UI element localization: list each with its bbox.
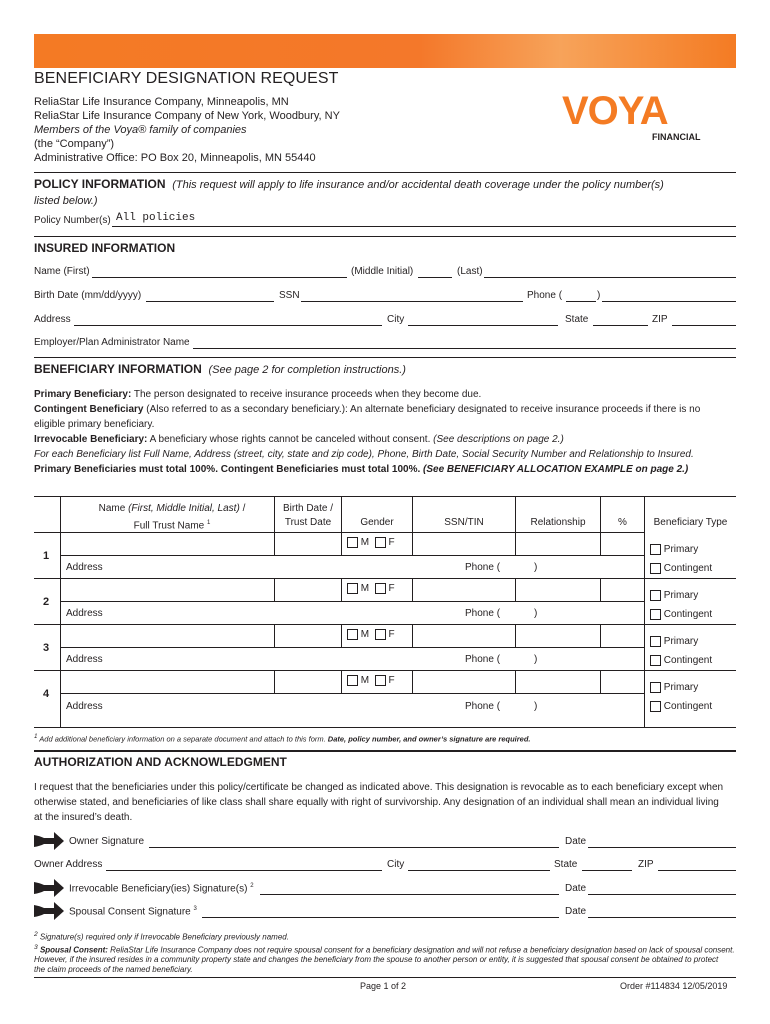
male-checkbox[interactable] bbox=[347, 629, 358, 640]
employer-field[interactable] bbox=[193, 348, 736, 349]
irrevocable-signature-field[interactable] bbox=[260, 894, 559, 895]
col-relationship-header: Relationship bbox=[530, 517, 586, 528]
footnote-3-cont: However, if the insured resides in a community property state and changes the beneficiary from the spouse to another person or entity, it is suggested that spousal consent be obtained to protect bbox=[34, 955, 719, 965]
table-footnote: $^1$ Add additional beneficiary information on a separate document and attach to this form. Date, policy number, and owner’s signature are required. bbox=[34, 733, 531, 744]
contingent-checkbox[interactable] bbox=[650, 609, 661, 620]
sign-here-arrow-icon bbox=[34, 879, 64, 897]
row-number: 4 bbox=[43, 688, 50, 700]
company-line-1: ReliaStar Life Insurance Company, Minneapolis, MN bbox=[34, 96, 289, 108]
col-name-header: Name (First, Middle Initial, Last) / Full Trust Name $^1$ bbox=[98, 503, 246, 532]
svg-text:VOYA: VOYA bbox=[562, 89, 668, 133]
middle-initial-label: (Middle Initial) bbox=[351, 266, 414, 277]
city-label: City bbox=[387, 859, 405, 870]
beneficiary-type-options: Primary Contingent bbox=[650, 586, 712, 624]
gender-options: M F bbox=[347, 537, 395, 548]
ssn-field[interactable] bbox=[301, 301, 523, 302]
footnote-2: $^2$ Signature(s) required only if Irrevocable Beneficiary previously named. bbox=[34, 931, 289, 942]
irrevocable-definition: Irrevocable Beneficiary: A beneficiary whose rights cannot be canceled without consent. (See descriptions on page 2.) bbox=[34, 434, 564, 445]
phone-field[interactable] bbox=[602, 301, 736, 302]
beneficiary-table bbox=[34, 496, 736, 728]
signature-footnotes bbox=[34, 930, 739, 975]
row-number: 2 bbox=[43, 596, 50, 608]
name-first-field[interactable] bbox=[92, 277, 347, 278]
section-rule bbox=[34, 750, 736, 752]
authorization-heading: AUTHORIZATION AND ACKNOWLEDGMENT bbox=[34, 755, 287, 769]
owner-signature-label: Owner Signature bbox=[69, 836, 145, 847]
section-rule bbox=[34, 357, 736, 358]
brand-banner bbox=[34, 34, 736, 68]
footnote-3-end: the claim proceeds of the named beneficiary. bbox=[34, 965, 193, 975]
svg-text:FINANCIAL: FINANCIAL bbox=[652, 132, 701, 142]
spousal-date-field[interactable] bbox=[588, 917, 736, 918]
beneficiary-type-options: Primary Contingent bbox=[650, 632, 712, 670]
company-info bbox=[34, 95, 340, 165]
male-checkbox[interactable] bbox=[347, 675, 358, 686]
form-title: BENEFICIARY DESIGNATION REQUEST bbox=[34, 70, 339, 87]
name-first-label: Name (First) bbox=[34, 266, 90, 277]
state-label: State bbox=[565, 314, 589, 325]
male-checkbox[interactable] bbox=[347, 537, 358, 548]
sign-here-arrow-icon bbox=[34, 832, 64, 850]
owner-address-field[interactable] bbox=[106, 870, 382, 871]
company-line-3: Members of the Voya® family of companies bbox=[34, 124, 247, 136]
contingent-checkbox[interactable] bbox=[650, 655, 661, 666]
primary-checkbox[interactable] bbox=[650, 636, 661, 647]
spousal-signature-label: Spousal Consent Signature $^3$ bbox=[69, 906, 197, 918]
beneficiary-type-options: Primary Contingent bbox=[650, 540, 712, 578]
owner-address-label: Owner Address bbox=[34, 859, 103, 870]
phone-area-field[interactable] bbox=[566, 301, 596, 302]
date-label: Date bbox=[565, 836, 587, 847]
address-label: Address bbox=[34, 314, 71, 325]
spousal-signature-field[interactable] bbox=[202, 917, 559, 918]
contingent-checkbox[interactable] bbox=[650, 563, 661, 574]
contingent-definition: Contingent Beneficiary (Also referred to as a secondary beneficiary.): An alternate beneficiary designated to receive insurance proceeds if there is no eligible primary beneficiary. bbox=[34, 404, 701, 430]
row-address-label: Address bbox=[66, 654, 103, 665]
employer-label: Employer/Plan Administrator Name bbox=[34, 337, 190, 348]
zip-field[interactable] bbox=[672, 325, 736, 326]
primary-checkbox[interactable] bbox=[650, 544, 661, 555]
gender-options: M F bbox=[347, 629, 395, 640]
section-rule bbox=[34, 236, 736, 237]
policy-number-field[interactable] bbox=[112, 226, 736, 227]
state-field[interactable] bbox=[593, 325, 648, 326]
gender-options: M F bbox=[347, 583, 395, 594]
col-gender-header: Gender bbox=[360, 517, 394, 528]
row-phone-label: Phone ( ) bbox=[465, 654, 538, 665]
policy-number-value[interactable]: All policies bbox=[116, 212, 196, 224]
date-label: Date bbox=[565, 906, 587, 917]
owner-state-field[interactable] bbox=[582, 870, 632, 871]
col-birth-header: Birth Date / Trust Date bbox=[282, 503, 334, 528]
phone-label: Phone ( bbox=[527, 290, 563, 301]
ssn-label: SSN bbox=[279, 290, 300, 301]
col-type-header: Beneficiary Type bbox=[653, 517, 728, 528]
irrevocable-signature-label: Irrevocable Beneficiary(ies) Signature(s) $^2$ bbox=[69, 883, 254, 895]
zip-label: ZIP bbox=[652, 314, 668, 325]
authorization-text: I request that the beneficiaries under this policy/certificate be changed as indicated above. This designation is revocable as to each beneficiary except when otherwise stated, and beneficiaries of like class shall share equally with right of survivorship. Any designation of an individual shall mean an individual living at the insured’s death. bbox=[34, 782, 724, 823]
beneficiary-definitions bbox=[34, 387, 739, 477]
order-number: Order #114834 12/05/2019 bbox=[620, 981, 728, 991]
row-address-label: Address bbox=[66, 562, 103, 573]
birth-date-field[interactable] bbox=[146, 301, 274, 302]
phone-close: ) bbox=[597, 290, 601, 301]
row-phone-label: Phone ( ) bbox=[465, 701, 538, 712]
company-line-4: (the “Company”) bbox=[34, 138, 115, 150]
row-phone-label: Phone ( ) bbox=[465, 608, 538, 619]
owner-date-field[interactable] bbox=[588, 847, 736, 848]
total-instruction: Primary Beneficiaries must total 100%. Contingent Beneficiaries must total 100%. (See BENEFICIARY ALLOCATION EXAMPLE on page 2.) bbox=[34, 464, 689, 475]
birth-date-label: Birth Date (mm/dd/yyyy) bbox=[34, 290, 142, 301]
policy-heading: POLICY INFORMATION (This request will apply to life insurance and/or accidental death coverage under the policy number(s) listed below.) bbox=[34, 177, 664, 207]
contingent-checkbox[interactable] bbox=[650, 701, 661, 712]
policy-number-label: Policy Number(s) bbox=[34, 215, 111, 226]
insured-heading: INSURED INFORMATION bbox=[34, 241, 176, 255]
footer-rule bbox=[34, 977, 736, 978]
owner-city-field[interactable] bbox=[408, 870, 550, 871]
date-label: Date bbox=[565, 883, 587, 894]
city-field[interactable] bbox=[408, 325, 558, 326]
irrevocable-date-field[interactable] bbox=[588, 894, 736, 895]
row-address-label: Address bbox=[66, 608, 103, 619]
row-address-label: Address bbox=[66, 701, 103, 712]
each-beneficiary-instruction: For each Beneficiary list Full Name, Address (street, city, state and zip code), Phone, Birth Date, Social Security Number and Relationship to Insured. bbox=[34, 449, 694, 460]
voya-logo bbox=[560, 88, 710, 144]
address-field[interactable] bbox=[74, 325, 382, 326]
owner-zip-field[interactable] bbox=[658, 870, 736, 871]
last-name-label: (Last) bbox=[457, 266, 483, 277]
female-checkbox[interactable] bbox=[375, 675, 386, 686]
row-number: 1 bbox=[43, 550, 50, 562]
company-line-5: Administrative Office: PO Box 20, Minneapolis, MN 55440 bbox=[34, 152, 316, 164]
col-ssn-header: SSN/TIN bbox=[444, 517, 484, 528]
last-name-field[interactable] bbox=[484, 277, 736, 278]
zip-label: ZIP bbox=[638, 859, 654, 870]
beneficiary-heading: BENEFICIARY INFORMATION (See page 2 for completion instructions.) bbox=[34, 362, 406, 376]
primary-checkbox[interactable] bbox=[650, 590, 661, 601]
gender-options: M F bbox=[347, 675, 395, 686]
male-checkbox[interactable] bbox=[347, 583, 358, 594]
city-label: City bbox=[387, 314, 405, 325]
female-checkbox[interactable] bbox=[375, 629, 386, 640]
state-label: State bbox=[554, 859, 578, 870]
owner-signature-field[interactable] bbox=[149, 847, 559, 848]
row-phone-label: Phone ( ) bbox=[465, 562, 538, 573]
female-checkbox[interactable] bbox=[375, 583, 386, 594]
page-number: Page 1 of 2 bbox=[360, 981, 407, 991]
company-line-2: ReliaStar Life Insurance Company of New York, Woodbury, NY bbox=[34, 110, 340, 122]
col-percent-header: % bbox=[618, 517, 627, 528]
middle-initial-field[interactable] bbox=[418, 277, 452, 278]
sign-here-arrow-icon bbox=[34, 902, 64, 920]
row-number: 3 bbox=[43, 642, 50, 654]
beneficiary-type-options: Primary Contingent bbox=[650, 678, 712, 716]
female-checkbox[interactable] bbox=[375, 537, 386, 548]
footnote-3: $^3$ Spousal Consent: ReliaStar Life Insurance Company does not require spousal consent for a beneficiary designation and will not refuse a beneficiary designation based on lack of spousal consent. bbox=[34, 943, 735, 955]
primary-checkbox[interactable] bbox=[650, 682, 661, 693]
section-rule bbox=[34, 172, 736, 173]
primary-definition: Primary Beneficiary: The person designated to receive insurance proceeds when they become due. bbox=[34, 389, 482, 400]
